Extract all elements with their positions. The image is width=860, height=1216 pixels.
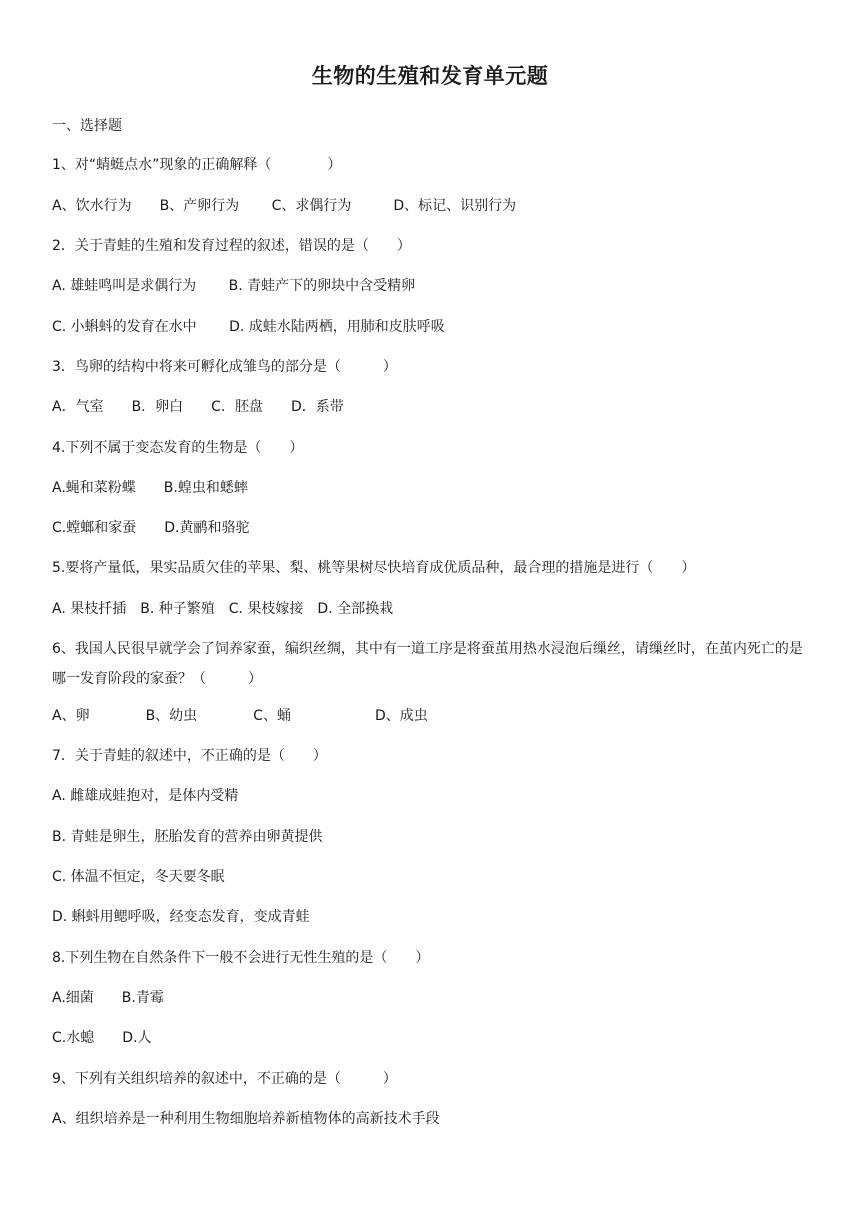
question-5-options: A. 果枝扦插 B. 种子繁殖 C. 果枝嫁接 D. 全部换栽 xyxy=(52,601,394,617)
question-2-options-ab: A. 雄蛙鸣叫是求偶行为 B. 青蛙产下的卵块中含受精卵 xyxy=(52,278,416,294)
question-5: 5.要将产量低，果实品质欠佳的苹果、梨、桃等果树尽快培育成优质品种，最合理的措施是进行（ ） xyxy=(52,560,696,576)
question-4-options-cd: C.螳螂和家蚕 D.黄鹂和骆驼 xyxy=(52,520,250,536)
question-9-option-a: A、组织培养是一种利用生物细胞培养新植物体的高新技术手段 xyxy=(52,1111,440,1127)
question-6-options: A、卵 B、幼虫 C、蛹 D、成虫 xyxy=(52,708,428,724)
question-8-options-cd: C.水螅 D.人 xyxy=(52,1030,152,1046)
question-4-options-ab: A.蝇和菜粉蝶 B.蝗虫和蟋蟀 xyxy=(52,480,248,496)
question-7-option-c: C. 体温不恒定，冬天要冬眠 xyxy=(52,869,225,885)
question-7-option-b: B. 青蛙是卵生，胚胎发育的营养由卵黄提供 xyxy=(52,829,323,845)
question-6: 6、我国人民很早就学会了饲养家蚕，编织丝绸，其中有一道工序是将蚕茧用热水浸泡后缫丝，请缫丝时，在茧内死亡的是哪一发育阶段的家蚕？（ ） xyxy=(52,641,803,687)
question-4: 4.下列不属于变态发育的生物是（ ） xyxy=(52,440,304,456)
question-7: 7．关于青蛙的叙述中，不正确的是（ ） xyxy=(52,748,327,764)
question-3: 3．鸟卵的结构中将来可孵化成雏鸟的部分是（ ） xyxy=(52,359,397,375)
question-2: 2．关于青蛙的生殖和发育过程的叙述，错误的是（ ） xyxy=(52,238,411,254)
question-3-options: A．气室 B．卵白 C．胚盘 D．系带 xyxy=(52,399,344,415)
question-7-option-a: A. 雌雄成蛙抱对，是体内受精 xyxy=(52,788,239,804)
question-7-option-d: D. 蝌蚪用鳃呼吸，经变态发育，变成青蛙 xyxy=(52,909,310,925)
question-8-options-ab: A.细菌 B.青霉 xyxy=(52,990,164,1006)
document-title: 生物的生殖和发育单元题 xyxy=(311,64,549,88)
question-1-options: A、饮水行为 B、产卵行为 C、求偶行为 D、标记、识别行为 xyxy=(52,198,517,214)
section-heading: 一、选择题 xyxy=(52,118,122,134)
question-9: 9、下列有关组织培养的叙述中，不正确的是（ ） xyxy=(52,1071,397,1087)
question-2-options-cd: C. 小蝌蚪的发育在水中 D. 成蛙水陆两栖，用肺和皮肤呼吸 xyxy=(52,319,445,335)
question-8: 8.下列生物在自然条件下一般不会进行无性生殖的是（ ） xyxy=(52,950,430,966)
question-1: 1、对“蜻蜓点水”现象的正确解释（ ） xyxy=(52,157,342,173)
